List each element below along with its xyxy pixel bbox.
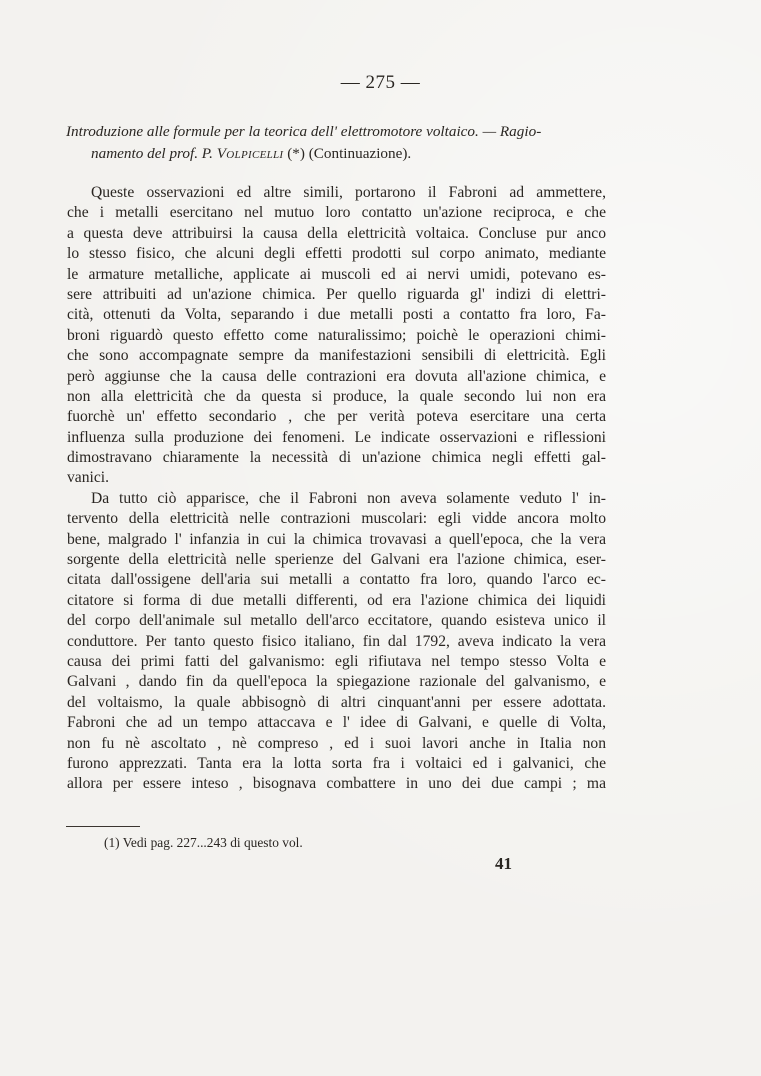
title-line-2-text: namento del prof. P. — [91, 145, 213, 162]
text-line: broni riguardò questo effetto come naturalissimo; poichè le operazioni chimi- — [67, 326, 606, 344]
text-line: furono apprezzati. Tanta era la lotta sorta fra i voltaici ed i galvanici, che — [67, 754, 606, 772]
text-line: tervento della elettricità nelle contrazioni muscolari: egli vidde ancora molto — [67, 510, 606, 528]
paragraph-2 — [67, 489, 606, 795]
text-line: fuorchè un' effetto secondario , che per verità poteva esercitare una certa — [67, 408, 606, 426]
text-line: le armature metalliche, applicate ai muscoli ed ai nervi umidi, potevano es- — [67, 265, 606, 283]
text-line: a questa deve attribuirsi la causa della elettricità voltaica. Concluse pur anco — [67, 224, 606, 242]
paragraph-1 — [67, 183, 606, 489]
text-line: causa dei primi fatti del galvanismo: egli rifiutava nel tempo stesso Volta e — [67, 652, 606, 670]
footnote-divider — [66, 826, 140, 827]
text-line: conduttore. Per tanto questo fisico italiano, fin dal 1792, aveva indicato la vera — [67, 632, 606, 650]
text-line: che sono accompagnate sempre da manifestazioni sensibili di elettricità. Egli — [67, 347, 606, 365]
text-line: vanici. — [67, 469, 109, 487]
text-line: che i metalli esercitano nel mutuo loro contatto un'azione reciproca, e che — [67, 204, 606, 222]
text-line: citatore si forma di due metalli differenti, od era l'azione chimica dei liquidi — [67, 591, 606, 609]
text-line: del voltaismo, la quale abbisognò di altri cinquant'anni per essere adottata. — [67, 693, 606, 711]
signature-mark: 41 — [495, 854, 512, 873]
title-note: (*) (Continuazione). — [287, 145, 412, 162]
footnote: (1) Vedi pag. 227...243 di questo vol. — [104, 835, 303, 850]
text-line: sorgente della elettricità nelle sperienze del Galvani era l'azione chimica, eser- — [67, 551, 606, 569]
text-line: cità, ottenuti da Volta, separando i due metalli posti a contatto fra loro, Fa- — [67, 306, 606, 324]
text-line: Queste osservazioni ed altre simili, portarono il Fabroni ad ammettere, — [91, 184, 606, 201]
text-line: del corpo dell'animale sul metallo dell'arco eccitatore, quando esisteva unico il — [67, 612, 606, 630]
author-name: Volpicelli — [216, 145, 284, 162]
text-line: dimostravano chiaramente la necessità di un'azione chimica negli effetti gal- — [67, 449, 606, 467]
text-line: Galvani , dando fin da quell'epoca la spiegazione razionale del galvanismo, e — [67, 673, 606, 691]
text-line: Da tutto ciò apparisce, che il Fabroni non aveva solamente veduto l' in- — [91, 489, 606, 507]
text-line: influenza sulla produzione dei fenomeni. Le indicate osservazioni e riflessioni — [67, 428, 606, 446]
title-line-2 — [66, 143, 608, 165]
text-line: sere attribuiti ad un'azione chimica. Per quello riguarda gl' indizi di elettri- — [67, 285, 606, 303]
article-title — [66, 121, 608, 165]
body-text — [67, 183, 606, 795]
page-number: — 275 — — [340, 72, 421, 93]
title-line-1 — [66, 121, 608, 143]
text-line: bene, malgrado l' infanzia in cui la chimica trovavasi a quell'epoca, che la vera — [67, 530, 606, 548]
text-line: non alla elettricità che da questa si produce, la quale secondo lui non era — [67, 387, 606, 405]
text-line: Fabroni che ad un tempo attaccava e l' idee di Galvani, e quelle di Volta, — [67, 714, 606, 732]
text-line: citata dall'ossigene dell'aria sui metalli a contatto fra loro, quando l'arco ec- — [67, 571, 606, 589]
text-line: allora per essere inteso , bisognava combattere in uno dei due campi ; ma — [67, 775, 606, 793]
text-line: però aggiunse che la causa delle contrazioni era dovuta all'azione chimica, e — [67, 367, 606, 385]
text-line: non fu nè ascoltato , nè compreso , ed i suoi lavori anche in Italia non — [67, 734, 606, 752]
text-line: lo stesso fisico, che alcuni degli effetti prodotti sul corpo animato, mediante — [67, 245, 606, 263]
title-line-1-text: Introduzione alle formule per la teorica dell' elettromotore voltaico. — Ragio- — [66, 123, 542, 140]
